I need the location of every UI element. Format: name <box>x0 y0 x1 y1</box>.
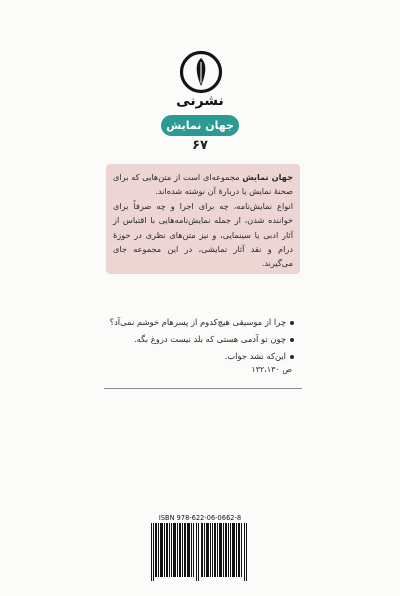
quote-text: این‌که نشد جواب. <box>224 351 286 361</box>
quote-list <box>109 314 294 365</box>
isbn-text: ISBN 978-622-06-0662-8 <box>158 513 242 522</box>
series-number: ۶۷ <box>192 138 208 153</box>
list-item <box>116 348 294 365</box>
quote-text: چون تو آدمی هستی که بلد نیست دروغ بگه. <box>134 334 286 344</box>
series-badge <box>161 115 239 136</box>
publisher-logo-icon <box>179 50 223 94</box>
description-paragraph-2: انواع نمایش‌نامه، چه برای اجرا و چه صرفاً برای خواننده شدن، از جمله نمایش‌نامه‌هایی با اقتباس از آثار ادبی یا سینمایی، و نیز متن‌های نظری در حوزهٔ درام و نقد آثار نمایشی، در این مجموعه جای می‌گیرند. <box>113 200 293 269</box>
quote-text: چرا از موسیقی هیچ‌کدوم از پسرهام خوشم نمی‌آد؟ <box>109 317 286 327</box>
barcode-icon <box>150 523 250 581</box>
publisher-name: نشرنی <box>176 93 224 109</box>
series-name: جهان نمایش <box>166 119 234 132</box>
bullet-icon <box>290 355 294 359</box>
barcode-block <box>150 513 250 581</box>
description-text-1: مجموعه‌ای است از متن‌هایی که برای صحنهٔ نمایش یا دربارهٔ آن نوشته شده‌اند. <box>113 172 293 197</box>
description-series-name: جهان نمایش <box>242 172 293 182</box>
list-item <box>116 331 294 348</box>
divider <box>104 388 302 389</box>
series-description <box>106 164 300 274</box>
bullet-icon <box>290 321 294 325</box>
list-item <box>109 314 294 331</box>
page-reference: ص ۱۳۲،۱۳۰ <box>251 365 292 374</box>
bullet-icon <box>290 338 294 342</box>
description-paragraph-1 <box>113 170 293 199</box>
